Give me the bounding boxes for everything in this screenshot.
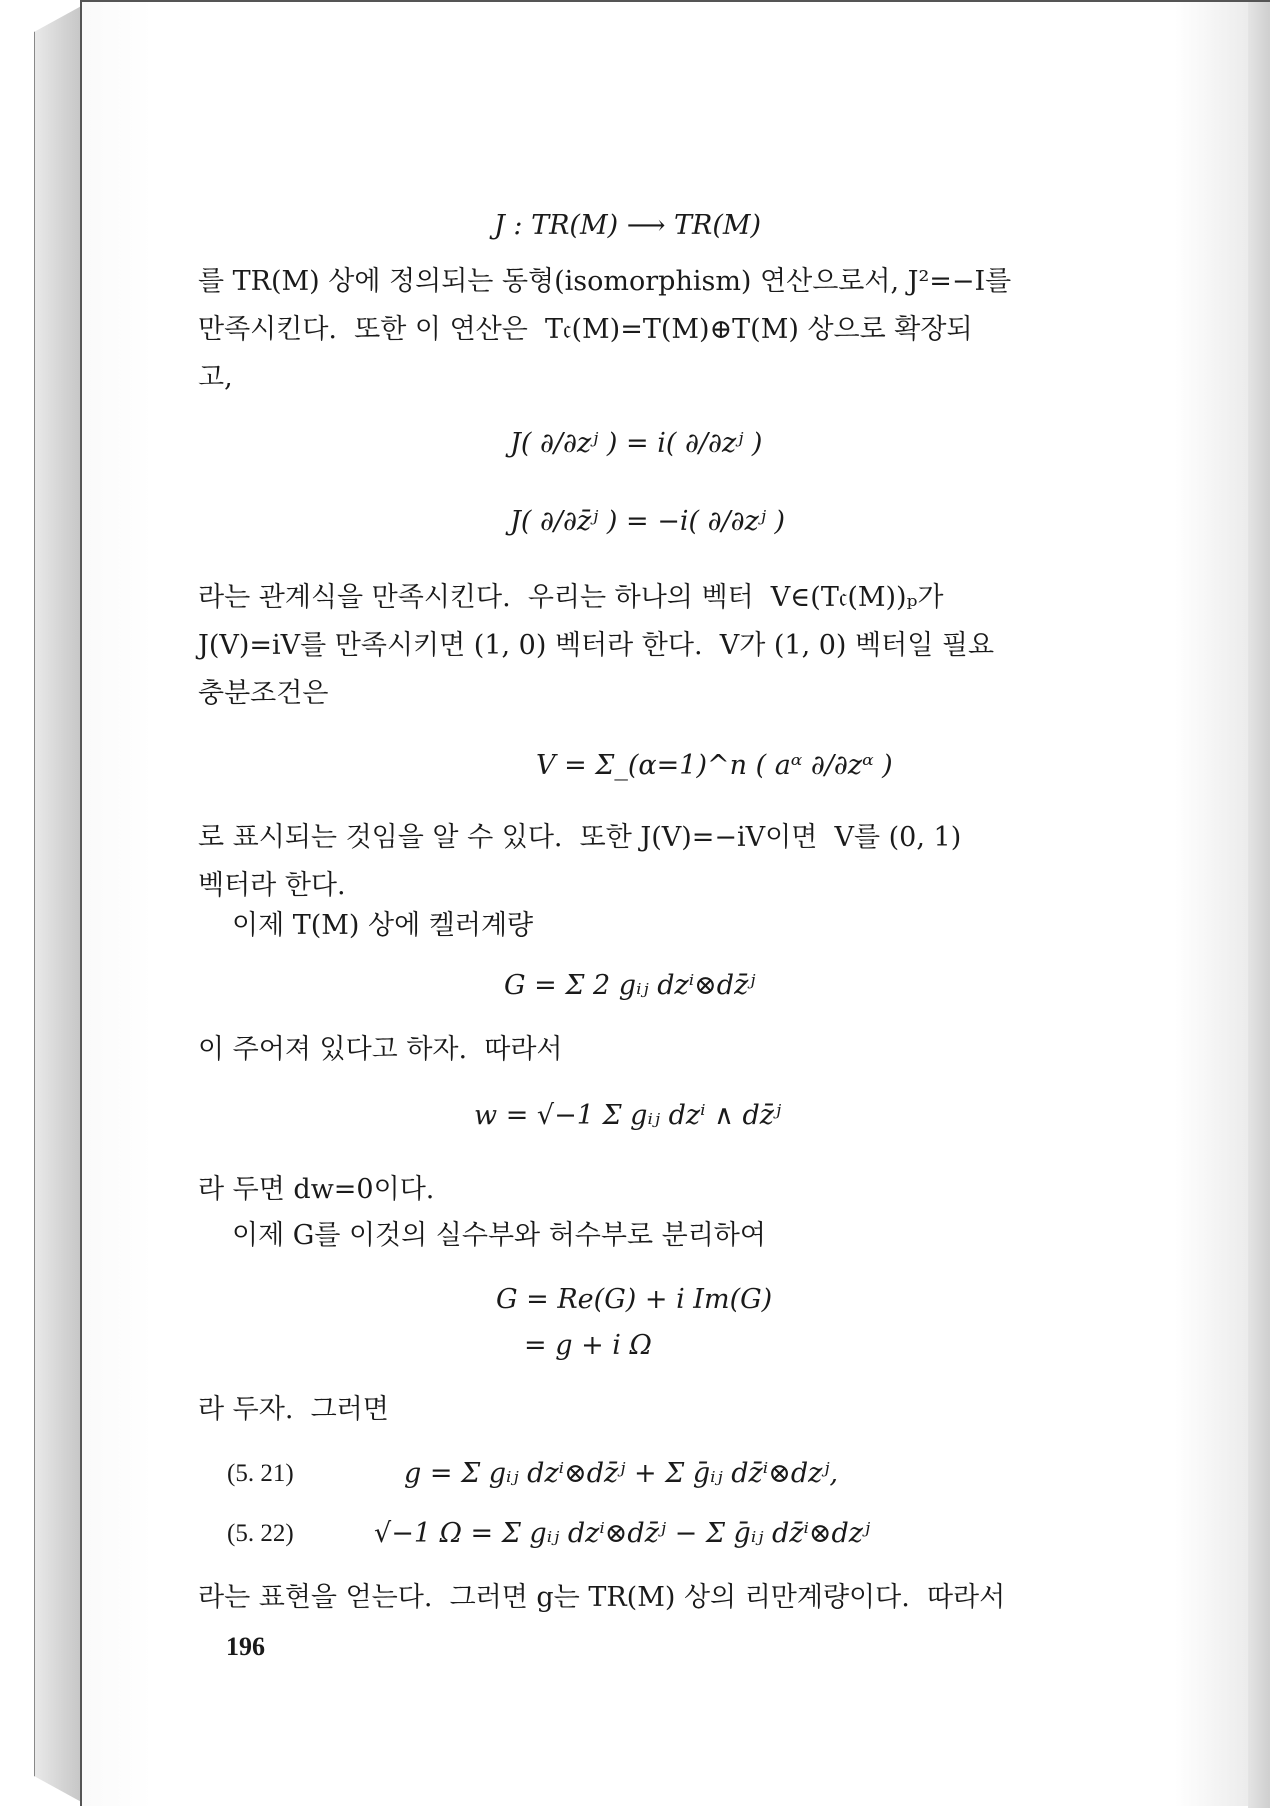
text-line: 를 TR(M) 상에 정의되는 동형(isomorphism) 연산으로서, J²=−I를 xyxy=(198,266,1012,297)
equation-5-22: √−1 Ω = Σ gᵢⱼ dzⁱ⊗dz̄ʲ − Σ ḡᵢⱼ dz̄ⁱ⊗dzʲ xyxy=(374,1518,871,1549)
equation-w-form: w = √−1 Σ gᵢⱼ dzⁱ ∧ dz̄ʲ xyxy=(474,1100,782,1131)
equation-number-5-21: (5. 21) xyxy=(227,1460,294,1487)
equation-g-decomp-1: G = Re(G) + i Im(G) xyxy=(496,1284,773,1315)
text-line: 고, xyxy=(198,362,233,393)
page-edge xyxy=(1248,2,1270,1808)
text-line: 라 두자. 그러면 xyxy=(198,1394,389,1425)
text-line: 이 주어져 있다고 하자. 따라서 xyxy=(198,1034,563,1065)
equation-j-del-1: J( ∂/∂zʲ ) = i( ∂/∂zʲ ) xyxy=(510,428,763,459)
page-number: 196 xyxy=(226,1632,265,1661)
text-line: 라 두면 dw=0이다. xyxy=(198,1174,435,1205)
text-line: J(V)=iV를 만족시키면 (1, 0) 벡터라 한다. V가 (1, 0) 벡터일 필요 xyxy=(198,630,995,661)
equation-j-del-2: J( ∂/∂z̄ʲ ) = −i( ∂/∂zʲ ) xyxy=(510,506,786,537)
text-line: 이제 G를 이것의 실수부와 허수부로 분리하여 xyxy=(232,1220,766,1251)
equation-j-map: J : TR(M) ⟶ TR(M) xyxy=(494,210,762,241)
text-line: 벡터라 한다. xyxy=(198,870,346,901)
equation-g-decomp-2: = g + i Ω xyxy=(524,1330,652,1361)
equation-v-sum: V = Σ_(α=1)^n ( aᵅ ∂/∂zᵅ ) xyxy=(536,750,893,781)
text-line: 라는 관계식을 만족시킨다. 우리는 하나의 벡터 V∈(T𝔠(M))ₚ가 xyxy=(198,582,944,613)
text-line: 로 표시되는 것임을 알 수 있다. 또한 J(V)=−iV이면 V를 (0, 1) xyxy=(198,822,962,853)
text-line: 충분조건은 xyxy=(198,678,329,709)
text-line: 이제 T(M) 상에 켈러계량 xyxy=(232,910,534,941)
equation-number-5-22: (5. 22) xyxy=(227,1520,294,1547)
equation-5-21: g = Σ gᵢⱼ dzⁱ⊗dz̄ʲ + Σ ḡᵢⱼ dz̄ⁱ⊗dzʲ, xyxy=(404,1458,839,1489)
text-line: 라는 표현을 얻는다. 그러면 g는 TR(M) 상의 리만계량이다. 따라서 xyxy=(198,1582,1006,1613)
book-spine xyxy=(34,4,85,1804)
text-line: 만족시킨다. 또한 이 연산은 T𝔠(M)=T(M)⊕T(M) 상으로 확장되 xyxy=(198,314,973,345)
equation-g-metric: G = Σ 2 gᵢⱼ dzⁱ⊗dz̄ʲ xyxy=(504,970,756,1001)
